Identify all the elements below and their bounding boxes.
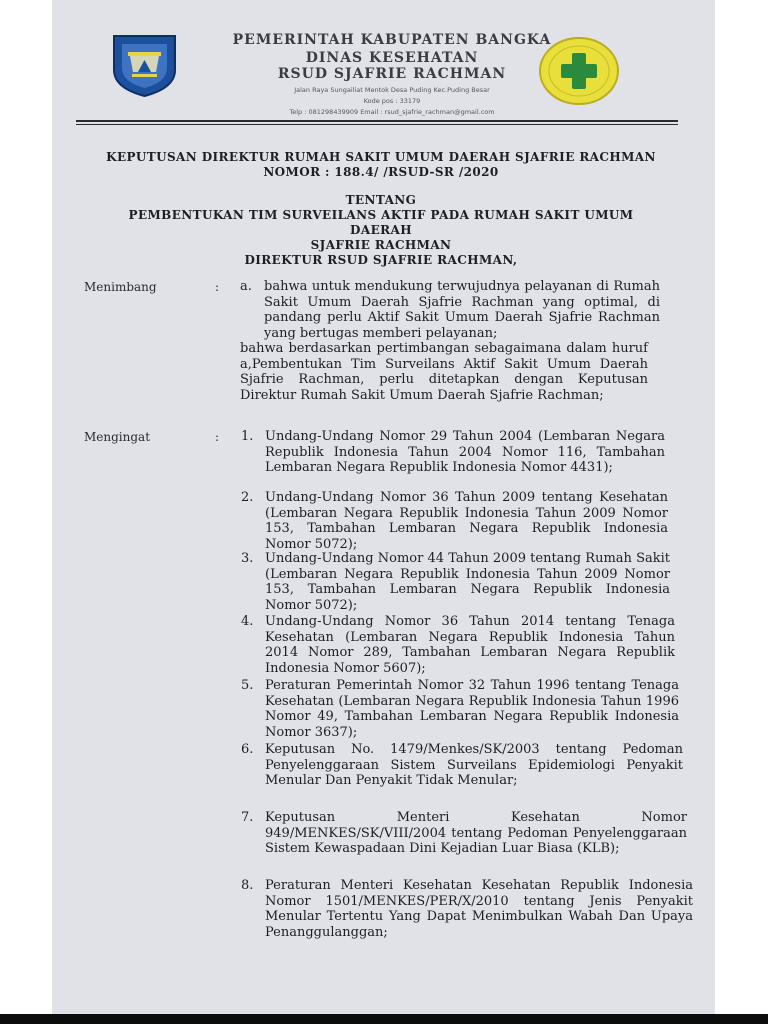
- menimbang-point-b: bahwa berdasarkan pertimbangan sebagaimana dalam huruf a,Pembentukan Tim Surveilans Aktif Sakit Umum Daerah Sjafrie Rachman, perlu ditetapkan dengan Keputusan Direktur Rumah Sakit Umum Daerah Sjafrie Rachman;: [240, 341, 648, 403]
- decree-number: NOMOR : 188.4/ /RSUD-SR /2020: [263, 165, 499, 179]
- mengingat-item-text: Undang-Undang Nomor 44 Tahun 2009 tentang Rumah Sakit (Lembaran Negara Republik Indonesia Tahun 2009 Nomor 153, Tambahan Lembaran Negara Republik Indonesia Nomor 5072);: [265, 551, 670, 613]
- mengingat-item-text: Keputusan No. 1479/Menkes/SK/2003 tentang Pedoman Penyelenggaraan Sistem Surveilans Epidemiologi Penyakit Menular Dan Penyakit Tidak Menular;: [265, 742, 683, 789]
- mengingat-item-number: 1.: [241, 429, 254, 444]
- menimbang-label: Menimbang: [84, 280, 157, 294]
- mengingat-colon: :: [215, 430, 220, 444]
- mengingat-item-number: 6.: [241, 742, 254, 757]
- mengingat-item-text: Keputusan Menteri Kesehatan Nomor 949/MENKES/SK/VIII/2004 tentang Pedoman Penyelenggaraan Sistem Kewaspadaan Dini Kejadian Luar Biasa (KLB);: [265, 810, 687, 857]
- mengingat-item-number: 7.: [241, 810, 254, 825]
- mengingat-item-number: 8.: [241, 878, 254, 893]
- letterhead-address: Jalan Raya Sungailiat Mentok Desa Puding Kec.Puding Besar: [294, 86, 490, 94]
- mengingat-item-text: Peraturan Pemerintah Nomor 32 Tahun 1996 tentang Tenaga Kesehatan (Lembaran Negara Republik Indonesia Tahun 1996 Nomor 49, Tambahan Lembaran Negara Republik Indonesia Nomor 3637);: [265, 678, 679, 740]
- document-page: [52, 0, 715, 1014]
- menimbang-point-a: bahwa untuk mendukung terwujudnya pelayanan di Rumah Sakit Umum Daerah Sjafrie Rachman yang optimal, di pandang perlu Aktif Sakit Umum Daerah Sjafrie Rachman yang bertugas memberi pelayanan;: [264, 279, 660, 341]
- health-service-logo-icon: [538, 36, 620, 106]
- menimbang-marker-a: a.: [240, 279, 252, 294]
- decree-subject-line-2: DAERAH: [350, 223, 412, 237]
- letterhead-divider-thick: [76, 120, 678, 122]
- decree-about: TENTANG: [345, 193, 417, 207]
- letterhead-contact: Telp : 081298439909 Email : rsud_sjafrie_rachman@gmail.com: [289, 108, 495, 116]
- letterhead-postal-code: Kode pos : 33179: [363, 97, 421, 105]
- decree-subject-line-1: PEMBENTUKAN TIM SURVEILANS AKTIF PADA RUMAH SAKIT UMUM: [128, 208, 634, 222]
- decree-title: KEPUTUSAN DIREKTUR RUMAH SAKIT UMUM DAERAH SJAFRIE RACHMAN: [106, 150, 656, 164]
- decree-subject-line-3: SJAFRIE RACHMAN: [310, 238, 452, 252]
- bottom-border: [0, 1014, 768, 1024]
- decree-issuer: DIREKTUR RSUD SJAFRIE RACHMAN,: [244, 253, 518, 267]
- mengingat-label: Mengingat: [84, 430, 151, 444]
- mengingat-item-number: 4.: [241, 614, 254, 629]
- mengingat-item-text: Peraturan Menteri Kesehatan Kesehatan Republik Indonesia Nomor 1501/MENKES/PER/X/2010 tentang Jenis Penyakit Menular Tertentu Yang Dapat Menimbulkan Wabah Dan Upaya Penanggulanggan;: [265, 878, 693, 940]
- letterhead-department: DINAS KESEHATAN: [305, 50, 479, 66]
- mengingat-item-number: 5.: [241, 678, 254, 693]
- letterhead-divider-thin: [76, 124, 678, 125]
- mengingat-item-text: Undang-Undang Nomor 29 Tahun 2004 (Lembaran Negara Republik Indonesia Tahun 2004 Nomor 116, Tambahan Lembaran Negara Republik Indonesia Nomor 4431);: [265, 429, 665, 476]
- menimbang-colon: :: [215, 280, 220, 294]
- letterhead-hospital: RSUD SJAFRIE RACHMAN: [277, 66, 507, 82]
- mengingat-item-number: 2.: [241, 490, 254, 505]
- letterhead-government: PEMERINTAH KABUPATEN BANGKA: [232, 32, 552, 48]
- mengingat-item-number: 3.: [241, 551, 254, 566]
- mengingat-item-text: Undang-Undang Nomor 36 Tahun 2014 tentang Tenaga Kesehatan (Lembaran Negara Republik Indonesia Tahun 2014 Nomor 289, Tambahan Lembaran Negara Republik Indonesia Nomor 5607);: [265, 614, 675, 676]
- mengingat-item-text: Undang-Undang Nomor 36 Tahun 2009 tentang Kesehatan (Lembaran Negara Republik Indonesia Tahun 2009 Nomor 153, Tambahan Lembaran Negara Republik Indonesia Nomor 5072);: [265, 490, 668, 552]
